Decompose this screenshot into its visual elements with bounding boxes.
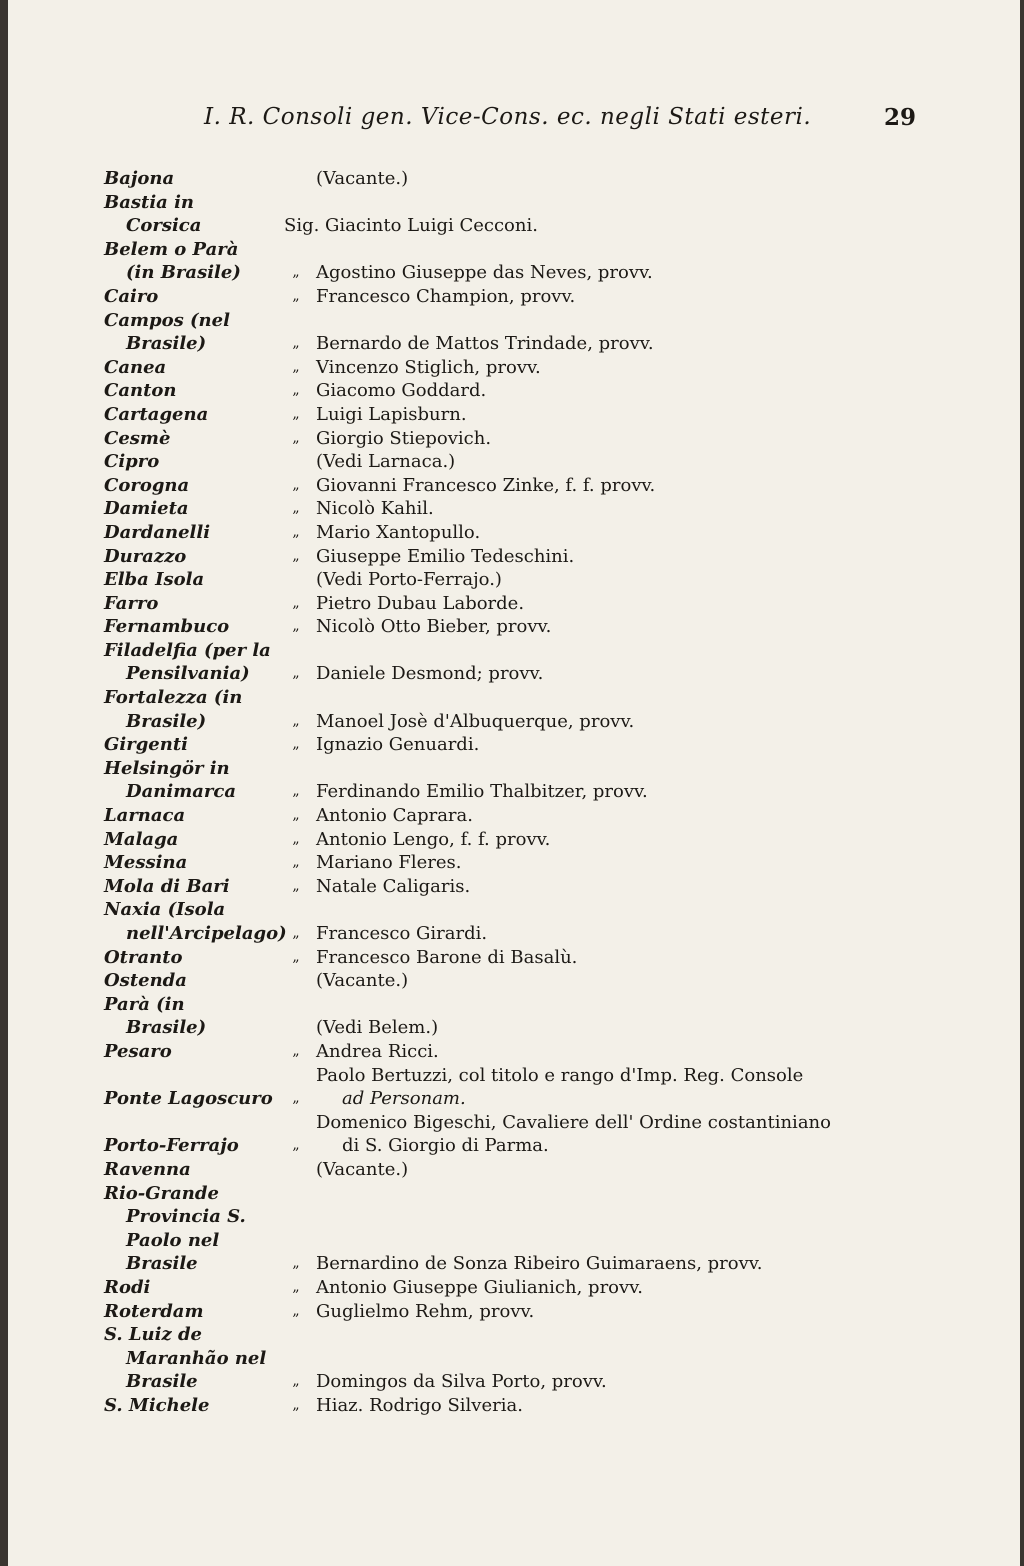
place-line: Otranto	[104, 946, 183, 968]
consul-line: Antonio Giuseppe Giulianich, provv.	[316, 1276, 643, 1298]
consul-line: Manoel Josè d'Albuquerque, provv.	[316, 710, 635, 732]
consul-name	[316, 545, 924, 569]
consul-line: Daniele Desmond; provv.	[316, 663, 544, 685]
place-name	[104, 969, 276, 993]
list-item	[104, 875, 924, 899]
place-line: Provincia S.	[126, 1206, 246, 1228]
list-item	[104, 993, 924, 1040]
list-item	[104, 804, 924, 828]
list-item	[104, 191, 924, 238]
consul-line: (Vacante.)	[316, 970, 409, 992]
ditto-mark: „	[292, 925, 300, 941]
consul-name	[316, 615, 924, 639]
consul-line: Nicolò Kahil.	[316, 498, 434, 520]
place-name	[104, 639, 276, 686]
place-name	[104, 1323, 276, 1394]
ditto-mark: „	[292, 854, 300, 871]
place-line: Rio-Grande	[104, 1182, 219, 1204]
consul-name	[316, 521, 924, 545]
place-line: Cairo	[104, 285, 159, 307]
place-line: Messina	[104, 852, 188, 874]
place-line: Fernambuco	[104, 616, 230, 638]
ditto-mark: „	[292, 1090, 300, 1107]
consul-name	[316, 167, 924, 191]
place-name	[104, 828, 276, 852]
consul-name	[284, 214, 924, 238]
place-name	[104, 993, 276, 1040]
place-name	[104, 545, 276, 569]
list-item	[104, 639, 924, 686]
place-line: Cipro	[104, 451, 160, 473]
consul-title-italic: ad Personam.	[342, 1088, 466, 1110]
ditto-mark: „	[292, 1137, 300, 1154]
consul-name	[316, 710, 924, 734]
place-name	[104, 1394, 276, 1418]
list-item	[104, 497, 924, 521]
consul-line: Francesco Girardi.	[316, 923, 488, 944]
consul-name	[316, 1370, 924, 1394]
place-line: Paolo nel	[126, 1229, 220, 1251]
list-item	[104, 733, 924, 757]
consul-line: Domingos da Silva Porto, provv.	[316, 1371, 607, 1393]
place-line: Corsica	[126, 215, 202, 237]
place-name	[104, 898, 287, 945]
consul-name	[316, 1276, 924, 1300]
ditto-mark: „	[292, 358, 300, 375]
place-line: Brasile)	[126, 1017, 207, 1039]
consul-line: Sig. Giacinto Luigi Cecconi.	[284, 215, 538, 237]
consul-line: Ignazio Genuardi.	[316, 734, 480, 756]
page-header	[204, 104, 916, 138]
place-name	[104, 238, 276, 285]
consul-name	[316, 474, 924, 498]
consul-line: Francesco Barone di Basalù.	[316, 946, 578, 968]
ditto-mark: „	[292, 830, 300, 847]
place-name	[104, 356, 276, 380]
consul-name	[316, 1300, 924, 1324]
place-name	[104, 191, 276, 238]
consul-name	[316, 780, 924, 804]
place-line: Girgenti	[104, 734, 188, 756]
list-item	[104, 1323, 924, 1394]
place-line: S. Michele	[104, 1394, 210, 1416]
consul-list	[104, 167, 924, 1417]
ditto-mark: „	[292, 712, 300, 729]
consul-name	[316, 332, 924, 356]
list-item	[104, 898, 924, 945]
list-item	[104, 427, 924, 451]
place-name	[104, 757, 276, 804]
consul-line: Hiaz. Rodrigo Silveria.	[316, 1394, 523, 1416]
place-name	[104, 733, 276, 757]
place-name	[104, 1158, 276, 1182]
place-line: Rodi	[104, 1276, 151, 1298]
ditto-mark: „	[292, 1255, 300, 1272]
place-line: Fortalezza (in	[104, 687, 243, 709]
list-item	[104, 568, 924, 592]
ditto-mark: „	[292, 287, 300, 304]
consul-line: (Vedi Porto-Ferrajo.)	[316, 569, 502, 591]
place-name	[104, 804, 276, 828]
consul-line: Mario Xantopullo.	[316, 521, 481, 543]
consul-name	[316, 1158, 924, 1182]
ditto-mark: „	[292, 1042, 300, 1059]
list-item	[104, 1276, 924, 1300]
list-item	[104, 757, 924, 804]
place-line: Bajona	[104, 168, 175, 189]
list-item	[104, 851, 924, 875]
consul-name	[316, 1252, 924, 1276]
ditto-mark: „	[292, 547, 300, 564]
place-line: Canton	[104, 380, 177, 402]
list-item	[104, 450, 924, 474]
list-item	[104, 403, 924, 427]
list-item	[104, 592, 924, 616]
place-line: Porto-Ferrajo	[104, 1135, 239, 1157]
consul-name	[316, 1016, 924, 1040]
consul-name	[316, 261, 924, 285]
consul-line: Nicolò Otto Bieber, provv.	[316, 616, 552, 638]
list-item	[104, 615, 924, 639]
place-name	[104, 521, 276, 545]
place-name	[104, 285, 276, 309]
place-line: Brasile)	[126, 710, 207, 732]
ditto-mark: „	[292, 523, 300, 540]
consul-line: Giacomo Goddard.	[316, 380, 487, 402]
list-item	[104, 1394, 924, 1418]
place-line: Elba Isola	[104, 569, 205, 591]
place-line: nell'Arcipelago)	[126, 923, 287, 944]
place-name	[104, 1040, 276, 1064]
place-name	[104, 615, 276, 639]
place-line: Brasile)	[126, 333, 207, 355]
consul-line: Andrea Ricci.	[316, 1040, 439, 1062]
ditto-mark: „	[292, 877, 300, 894]
place-name	[104, 1134, 276, 1158]
ditto-mark: „	[292, 382, 300, 399]
ditto-mark: „	[292, 807, 300, 824]
place-name	[104, 686, 276, 733]
consul-line: (Vacante.)	[316, 168, 409, 189]
place-name	[104, 1276, 276, 1300]
ditto-mark: „	[292, 1373, 300, 1390]
place-name	[104, 450, 276, 474]
consul-name	[316, 1111, 924, 1158]
list-item	[104, 356, 924, 380]
list-item	[104, 167, 924, 191]
consul-line: Giorgio Stiepovich.	[316, 427, 492, 449]
place-line: Roterdam	[104, 1300, 204, 1322]
list-item	[104, 828, 924, 852]
ditto-mark: „	[292, 665, 300, 682]
consul-name	[316, 851, 924, 875]
consul-line: Ferdinando Emilio Thalbitzer, provv.	[316, 781, 648, 803]
consul-line: (Vedi Larnaca.)	[316, 451, 456, 473]
place-line: Helsingör in	[104, 757, 230, 779]
place-line: Ponte Lagoscuro	[104, 1088, 273, 1110]
consul-name	[316, 285, 924, 309]
place-line: Damieta	[104, 498, 189, 520]
list-item	[104, 238, 924, 285]
place-line: Filadelfia (per la	[104, 639, 271, 661]
place-line: Mola di Bari	[104, 875, 230, 897]
place-line: S. Luiz de	[104, 1324, 202, 1346]
ditto-mark: „	[292, 335, 300, 352]
list-item	[104, 1111, 924, 1158]
consul-line: Guglielmo Rehm, provv.	[316, 1300, 535, 1322]
place-name	[104, 167, 276, 191]
place-line: Brasile	[126, 1253, 198, 1275]
consul-line: Antonio Caprara.	[316, 805, 473, 827]
list-item	[104, 1064, 924, 1111]
place-line: Naxia (Isola	[104, 899, 226, 921]
place-line: Larnaca	[104, 805, 186, 827]
consul-line: Giuseppe Emilio Tedeschini.	[316, 545, 575, 567]
ditto-mark: „	[292, 594, 300, 611]
ditto-mark: „	[292, 736, 300, 753]
place-name	[104, 1182, 276, 1276]
place-line: Bastia in	[104, 191, 195, 213]
document-page	[8, 0, 1020, 1566]
place-name	[104, 568, 276, 592]
consul-line: Paolo Bertuzzi, col titolo e rango d'Imp. Reg. Console	[316, 1064, 804, 1086]
place-name	[104, 403, 276, 427]
place-line: Pesaro	[104, 1040, 172, 1062]
place-line: Parà (in	[104, 993, 185, 1015]
ditto-mark: „	[292, 783, 300, 800]
consul-line: Francesco Champion, provv.	[316, 285, 576, 307]
place-line: Farro	[104, 592, 159, 614]
list-item	[104, 969, 924, 993]
list-item	[104, 1300, 924, 1324]
ditto-mark: „	[292, 500, 300, 517]
consul-name	[316, 733, 924, 757]
place-name	[104, 309, 276, 356]
place-line: Cesmè	[104, 427, 171, 449]
consul-name	[316, 497, 924, 521]
consul-name	[316, 828, 924, 852]
ditto-mark: „	[292, 264, 300, 281]
place-line: Danimarca	[126, 781, 237, 803]
consul-line: Bernardino de Sonza Ribeiro Guimaraens, provv.	[316, 1253, 763, 1275]
consul-line: di S. Giorgio di Parma.	[342, 1135, 549, 1157]
place-line: Ostenda	[104, 970, 187, 992]
consul-name	[316, 946, 924, 970]
place-name	[104, 875, 276, 899]
place-line: Corogna	[104, 474, 190, 496]
ditto-mark: „	[292, 429, 300, 446]
consul-name	[316, 1040, 924, 1064]
consul-name	[316, 427, 924, 451]
consul-line: (Vedi Belem.)	[316, 1017, 439, 1039]
ditto-mark: „	[292, 476, 300, 493]
place-name	[104, 592, 276, 616]
place-line: Maranhão nel	[126, 1347, 267, 1369]
consul-line: Mariano Fleres.	[316, 852, 462, 874]
list-item	[104, 474, 924, 498]
consul-name	[316, 568, 924, 592]
list-item	[104, 379, 924, 403]
consul-name	[316, 450, 924, 474]
consul-name	[316, 1064, 924, 1111]
consul-name	[316, 922, 924, 946]
place-line: Cartagena	[104, 403, 209, 425]
place-line: Ravenna	[104, 1158, 191, 1180]
consul-line: Luigi Lapisburn.	[316, 403, 467, 425]
ditto-mark: „	[292, 1278, 300, 1295]
consul-name	[316, 356, 924, 380]
consul-line: Agostino Giuseppe das Neves, provv.	[316, 262, 653, 284]
consul-name	[316, 403, 924, 427]
place-name	[104, 851, 276, 875]
place-line: Canea	[104, 356, 167, 378]
list-item	[104, 946, 924, 970]
ditto-mark: „	[292, 1302, 300, 1319]
place-line: Durazzo	[104, 545, 187, 567]
consul-name	[316, 379, 924, 403]
consul-name	[316, 592, 924, 616]
consul-line: Giovanni Francesco Zinke, f. f. provv.	[316, 474, 656, 496]
list-item	[104, 309, 924, 356]
place-name	[104, 1300, 276, 1324]
place-name	[104, 497, 276, 521]
consul-line: Bernardo de Mattos Trindade, provv.	[316, 333, 654, 355]
list-item	[104, 686, 924, 733]
consul-line: (Vacante.)	[316, 1158, 409, 1180]
consul-name	[316, 875, 924, 899]
page-number: 29	[883, 104, 916, 131]
place-line: Malaga	[104, 828, 179, 850]
place-name	[104, 427, 276, 451]
place-line: Pensilvania)	[126, 663, 250, 685]
place-name	[104, 474, 276, 498]
consul-name	[316, 969, 924, 993]
place-line: Brasile	[126, 1371, 198, 1393]
place-name	[104, 946, 276, 970]
list-item	[104, 1158, 924, 1182]
ditto-mark: „	[292, 405, 300, 422]
list-item	[104, 1040, 924, 1064]
ditto-mark: „	[292, 618, 300, 635]
consul-line: Antonio Lengo, f. f. provv.	[316, 828, 551, 850]
ditto-mark: „	[292, 948, 300, 965]
place-name	[104, 379, 276, 403]
list-item	[104, 1182, 924, 1276]
list-item	[104, 285, 924, 309]
consul-name	[316, 1394, 924, 1418]
place-name	[104, 1087, 276, 1111]
list-item	[104, 521, 924, 545]
place-line: Belem o Parà	[104, 238, 239, 260]
consul-line: Pietro Dubau Laborde.	[316, 592, 525, 614]
consul-line: Natale Caligaris.	[316, 875, 471, 897]
running-title: I. R. Consoli gen. Vice-Cons. ec. negli Stati esteri.	[204, 104, 812, 130]
consul-line: Domenico Bigeschi, Cavaliere dell' Ordine costantiniano	[316, 1111, 831, 1133]
place-line: (in Brasile)	[126, 262, 241, 284]
consul-name	[316, 804, 924, 828]
ditto-mark: „	[292, 1396, 300, 1413]
place-line: Dardanelli	[104, 521, 211, 543]
consul-line: Vincenzo Stiglich, provv.	[316, 356, 541, 378]
consul-name	[316, 662, 924, 686]
list-item	[104, 545, 924, 569]
place-line: Campos (nel	[104, 309, 230, 331]
